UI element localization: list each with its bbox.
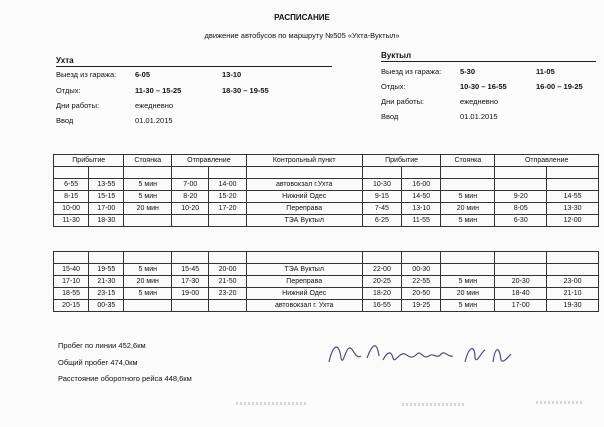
footer-line-mileage: Пробег по линии 452,6км: [58, 341, 146, 350]
table-cell: 20 мин: [124, 276, 172, 288]
table-cell: 17-00: [495, 300, 547, 312]
table-cell: 8-20: [172, 191, 209, 203]
table-cell: 11-55: [402, 215, 441, 227]
table-cell: 20 мин: [124, 203, 172, 215]
table-cell: 00-35: [89, 300, 124, 312]
table-cell: 12-00: [547, 215, 599, 227]
table-cell: [547, 252, 599, 264]
scan-artifact: [236, 402, 306, 405]
ukhta-depart-1: 6-05: [135, 70, 151, 79]
table-cell: [547, 179, 599, 191]
table-cell: 8-15: [54, 191, 89, 203]
vuktyl-heading: Вуктыл: [381, 51, 412, 60]
scan-artifact: [402, 403, 464, 406]
table-cell: 5 мин: [124, 288, 172, 300]
ukhta-days-label: Дни работы:: [56, 101, 100, 110]
table-cell: [172, 252, 209, 264]
table-cell: [362, 167, 401, 179]
table-row: [54, 252, 599, 264]
table-cell: 5 мин: [441, 276, 495, 288]
ukhta-rest-label: Отдых:: [56, 86, 81, 95]
header-arrival-return: Прибытие: [362, 155, 441, 167]
table-cell: 23-20: [209, 288, 246, 300]
table-cell: 6-55: [54, 179, 89, 191]
vuktyl-rest-2: 16-00 – 19-25: [536, 82, 583, 91]
table-cell: 5 мин: [441, 215, 495, 227]
table-cell: [441, 167, 495, 179]
signature-mark: [325, 336, 525, 372]
table-cell: [495, 167, 547, 179]
header-stop: Стоянка: [124, 155, 172, 167]
table-cell: [124, 167, 172, 179]
table-cell: [246, 252, 362, 264]
table-cell: 00-30: [402, 264, 441, 276]
table-cell: 20-30: [495, 276, 547, 288]
table-row: [54, 276, 599, 288]
table-cell: [547, 264, 599, 276]
table-cell: 5 мин: [124, 179, 172, 191]
table-cell: Нижний Одес: [246, 191, 362, 203]
table-cell: [441, 264, 495, 276]
vuktyl-rest-label: Отдых:: [381, 82, 406, 91]
ukhta-rest-1: 11-30 – 15-25: [135, 86, 182, 95]
vuktyl-input-value: 01.01.2015: [460, 112, 498, 121]
table-cell: 20-15: [54, 300, 89, 312]
table-cell: 18-55: [54, 288, 89, 300]
table-cell: 19-30: [547, 300, 599, 312]
table-cell: 13-55: [89, 179, 124, 191]
schedule-table-return: [53, 251, 599, 312]
table-cell: 5 мин: [441, 300, 495, 312]
table-cell: автовокзал г. Ухта: [246, 300, 362, 312]
page-subtitle: движение автобусов по маршруту №505 «Ухта-Вуктыл»: [204, 31, 400, 40]
table-cell: 20-25: [362, 276, 401, 288]
table-cell: 10-20: [172, 203, 209, 215]
scan-artifact: [536, 401, 584, 404]
header-checkpoint: Контрольный пункт: [246, 155, 362, 167]
table-cell: 19-00: [172, 288, 209, 300]
header-arrival: Прибытие: [54, 155, 124, 167]
table-cell: 21-50: [209, 276, 246, 288]
table-cell: 20-50: [402, 288, 441, 300]
table-cell: 11-30: [54, 215, 89, 227]
table-cell: 15-40: [54, 264, 89, 276]
header-departure: Отправление: [172, 155, 247, 167]
table-cell: 22-00: [362, 264, 401, 276]
table-cell: 19-25: [402, 300, 441, 312]
vuktyl-rest-1: 10-30 – 16-55: [460, 82, 507, 91]
ukhta-input-value: 01.01.2015: [135, 116, 173, 125]
vuktyl-depart-label: Выезд из гаража:: [381, 67, 442, 76]
table-cell: 18-40: [495, 288, 547, 300]
table-cell: 8-05: [495, 203, 547, 215]
table-cell: 21-30: [89, 276, 124, 288]
table-cell: 18-30: [89, 215, 124, 227]
table-cell: 9-20: [495, 191, 547, 203]
table-cell: 5 мин: [124, 191, 172, 203]
table-cell: 15-15: [89, 191, 124, 203]
vuktyl-input-label: Ввод: [381, 112, 399, 121]
table-row: [54, 179, 599, 191]
table-cell: [124, 215, 172, 227]
table-cell: [495, 179, 547, 191]
table-cell: 13-30: [547, 203, 599, 215]
footer-total-mileage: Общий пробег 474,0км: [58, 358, 138, 367]
table-cell: 15-45: [172, 264, 209, 276]
table-cell: [441, 252, 495, 264]
table-row: [54, 203, 599, 215]
table-cell: 5 мин: [441, 191, 495, 203]
footer-round-trip: Расстояние оборотного рейса 448,6км: [58, 374, 192, 383]
table-cell: 17-20: [209, 203, 246, 215]
table-cell: [172, 300, 209, 312]
table-cell: ТЭА Вуктыл: [246, 264, 362, 276]
table-cell: [209, 215, 246, 227]
table-cell: 23-00: [547, 276, 599, 288]
table-cell: 10-30: [362, 179, 401, 191]
table-cell: 23-15: [89, 288, 124, 300]
table-cell: Переправа: [246, 203, 362, 215]
table-cell: [495, 252, 547, 264]
table-cell: [209, 167, 246, 179]
ukhta-depart-label: Выезд из гаража:: [56, 70, 117, 79]
table-cell: Нижний Одес: [246, 288, 362, 300]
table-cell: 20 мин: [441, 288, 495, 300]
table-cell: 9-15: [362, 191, 401, 203]
table-cell: 6-30: [495, 215, 547, 227]
ukhta-divider: [56, 66, 332, 67]
table-cell: [402, 252, 441, 264]
table-cell: 7-45: [362, 203, 401, 215]
table-row: [54, 300, 599, 312]
table-cell: [124, 300, 172, 312]
table-cell: [209, 300, 246, 312]
table-cell: автовокзал г.Ухта: [246, 179, 362, 191]
ukhta-days-value: ежедневно: [135, 101, 174, 110]
table-cell: 14-55: [547, 191, 599, 203]
table-cell: 17-00: [89, 203, 124, 215]
table-cell: 15-20: [209, 191, 246, 203]
table-cell: [441, 179, 495, 191]
table-cell: [246, 167, 362, 179]
vuktyl-depart-1: 5-30: [460, 67, 476, 76]
table-cell: 10-00: [54, 203, 89, 215]
vuktyl-days-value: ежедневно: [460, 97, 499, 106]
vuktyl-depart-2: 11-05: [536, 67, 555, 76]
table-cell: [89, 252, 124, 264]
table-cell: 19-55: [89, 264, 124, 276]
table-cell: Переправа: [246, 276, 362, 288]
table-cell: [402, 167, 441, 179]
table-cell: 13-10: [402, 203, 441, 215]
table-cell: [362, 252, 401, 264]
table-cell: [124, 252, 172, 264]
table-cell: 5 мин: [124, 264, 172, 276]
table-cell: ТЭА Вуктыл: [246, 215, 362, 227]
table-cell: [172, 167, 209, 179]
ukhta-input-label: Ввод: [56, 116, 74, 125]
header-departure-return: Отправление: [495, 155, 599, 167]
table-cell: 16-55: [362, 300, 401, 312]
table-row: [54, 264, 599, 276]
vuktyl-divider: [381, 61, 596, 62]
header-stop-return: Стоянка: [441, 155, 495, 167]
ukhta-depart-2: 13-10: [222, 70, 242, 79]
page-title: РАСПИСАНИЕ: [274, 13, 330, 22]
table-row: [54, 215, 599, 227]
table-cell: 16-00: [402, 179, 441, 191]
table-cell: 18-20: [362, 288, 401, 300]
table-row: [54, 288, 599, 300]
vuktyl-days-label: Дни работы:: [381, 97, 425, 106]
table-cell: 22-55: [402, 276, 441, 288]
table-header-row: [54, 155, 599, 167]
table-cell: [495, 264, 547, 276]
table-cell: 6-25: [362, 215, 401, 227]
table-cell: 20-00: [209, 264, 246, 276]
table-cell: [54, 252, 89, 264]
table-cell: 21-10: [547, 288, 599, 300]
table-cell: [89, 167, 124, 179]
table-cell: 17-10: [54, 276, 89, 288]
table-cell: [209, 252, 246, 264]
ukhta-rest-2: 18-30 – 19-55: [222, 86, 269, 95]
ukhta-heading: Ухта: [56, 56, 74, 65]
table-cell: 7-00: [172, 179, 209, 191]
schedule-table-forward: [53, 154, 599, 227]
table-cell: 14-00: [209, 179, 246, 191]
table-row: [54, 191, 599, 203]
table-cell: [172, 215, 209, 227]
table-cell: 20 мин: [441, 203, 495, 215]
table-cell: [54, 167, 89, 179]
table-row: [54, 167, 599, 179]
table-cell: [547, 167, 599, 179]
table-cell: 14-50: [402, 191, 441, 203]
table-cell: 17-30: [172, 276, 209, 288]
